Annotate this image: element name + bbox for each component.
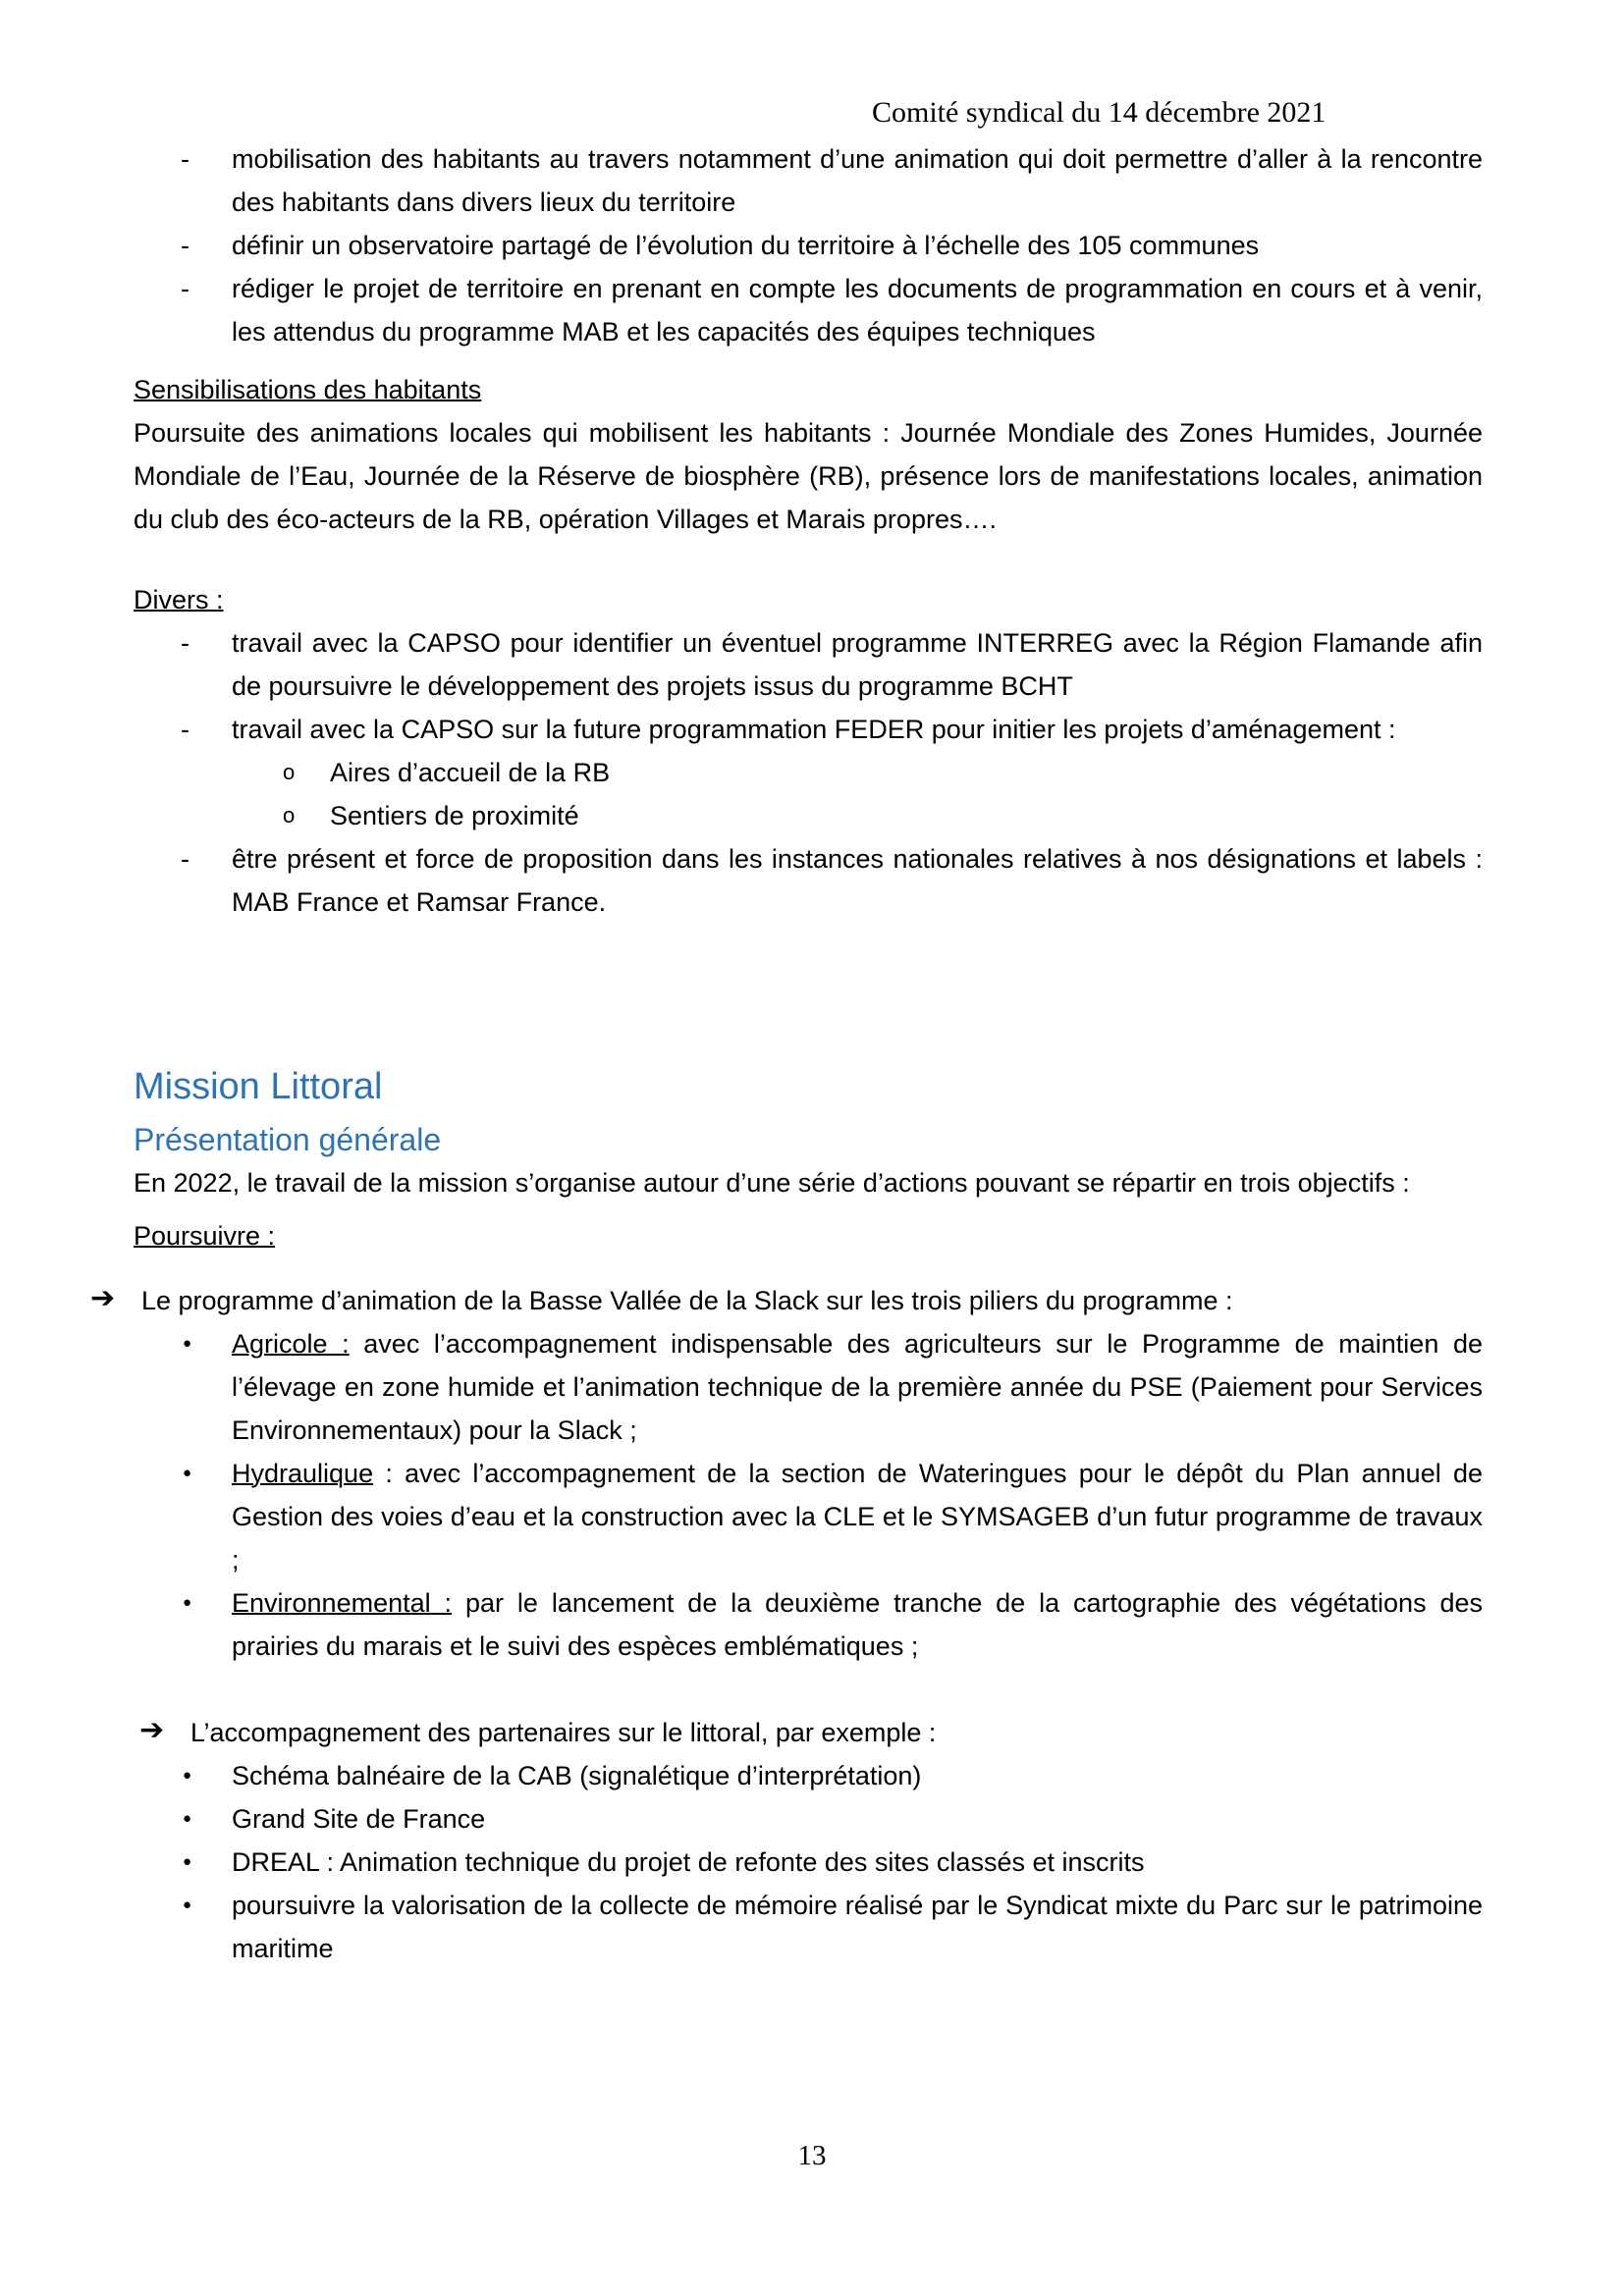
divers-item: - travail avec la CAPSO pour identifier un éventuel programme INTERREG avec la Région Flamande afin de poursuivre le développement des projets issus du programme BCHT — [134, 621, 1483, 708]
intro-item: - rédiger le projet de territoire en prenant en compte les documents de programmation en cours et à venir, les attendus du programme MAB et les capacités des équipes techniques — [134, 267, 1483, 353]
divers-item: - être présent et force de proposition dans les instances nationales relatives à nos désignations et labels : MAB France et Ramsar France. — [134, 837, 1483, 924]
pillar-text: avec l’accompagnement indispensable des agriculteurs sur le Programme de maintien de l’élevage en zone humide et l’animation technique de la première année du PSE (Paiement pour Services Environnementaux) pour la Slack ; — [232, 1329, 1483, 1445]
divers-subitem: o Sentiers de proximité — [134, 794, 1483, 837]
pillar-label: Agricole : — [232, 1329, 350, 1359]
arrow-line-2 — [134, 1711, 1483, 1754]
poursuivre-heading: Poursuivre : — [134, 1221, 276, 1251]
page-header: Comité syndical du 14 décembre 2021 — [872, 96, 1326, 129]
right-arrow-icon: ➔ — [90, 1282, 116, 1314]
pillar-item — [134, 1452, 1483, 1581]
arrow-line-1-text: Le programme d’animation de la Basse Vallée de la Slack sur les trois piliers du programme : — [141, 1286, 1233, 1315]
mission-title: Mission Littoral — [134, 1066, 383, 1107]
intro-item: - mobilisation des habitants au travers notamment d’une animation qui doit permettre d’aller à la rencontre des habitants dans divers lieux du territoire — [134, 137, 1483, 224]
pillar-text: par le lancement de la deuxième tranche de la cartographie des végétations des prairies du marais et le suivi des espèces emblématiques ; — [232, 1588, 1484, 1661]
partner-item: ● Grand Site de France — [134, 1797, 1483, 1841]
pillar-label: Environnemental : — [232, 1588, 453, 1618]
partner-item: ● Schéma balnéaire de la CAB (signalétique d’interprétation) — [134, 1754, 1483, 1797]
intro-item: - définir un observatoire partagé de l’évolution du territoire à l’échelle des 105 communes — [134, 224, 1483, 267]
sensibilisations-heading: Sensibilisations des habitants — [134, 375, 482, 404]
mission-intro: En 2022, le travail de la mission s’organise autour d’une série d’actions pouvant se répartir en trois objectifs : — [134, 1168, 1410, 1198]
mission-subtitle: Présentation générale — [134, 1122, 442, 1157]
divers-heading: Divers : — [134, 585, 224, 614]
page-content — [90, 137, 1484, 1970]
pillar-text: : avec l’accompagnement de la section de Wateringues pour le dépôt du Plan annuel de Gestion des voies d’eau et la construction avec la CLE et le SYMSAGEB d’un futur programme de travaux ; — [232, 1459, 1483, 1575]
partner-item: ● DREAL : Animation technique du projet de refonte des sites classés et inscrits — [134, 1841, 1483, 1884]
divers-subitem: o Aires d’accueil de la RB — [134, 751, 1483, 794]
divers-item: - travail avec la CAPSO sur la future programmation FEDER pour initier les projets d’aménagement : — [134, 708, 1483, 751]
pillar-item — [134, 1322, 1483, 1452]
partner-item: ● poursuivre la valorisation de la collecte de mémoire réalisé par le Syndicat mixte du Parc sur le patrimoine maritime — [134, 1884, 1483, 1970]
page-number: 13 — [797, 2140, 827, 2171]
arrow-line-2-text: L’accompagnement des partenaires sur le littoral, par exemple : — [190, 1718, 937, 1747]
pillar-label: Hydraulique — [232, 1459, 374, 1488]
sensibilisations-text: Poursuite des animations locales qui mobilisent les habitants : Journée Mondiale des Zones Humides, Journée Mondiale de l’Eau, Journée de la Réserve de biosphère (RB), présence lors de manifestations locales, animation du club des éco-acteurs de la RB, opération Villages et Marais propres…. — [134, 418, 1483, 534]
arrow-line-1 — [90, 1279, 1483, 1322]
right-arrow-icon: ➔ — [139, 1714, 165, 1746]
pillar-item — [134, 1581, 1483, 1668]
